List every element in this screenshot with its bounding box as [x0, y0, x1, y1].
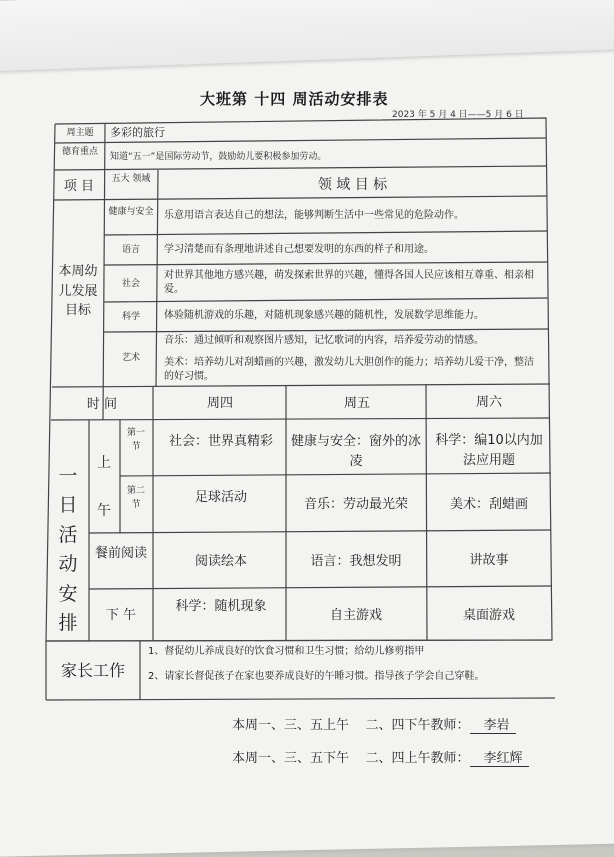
moral-label: 德育重点 [61, 147, 98, 157]
parents-work-label: 家长工作 [60, 661, 125, 680]
fri-second-period: 音乐：劳动最光荣 [303, 497, 408, 512]
thu-first-period: 社会：世界真精彩 [168, 434, 273, 449]
teacher-signature-2: 李红辉 [470, 747, 529, 767]
day-thursday: 周四 [206, 396, 233, 411]
page-title: 大班第 十四 周活动安排表 [200, 90, 389, 108]
morning-label: 上 午 [97, 455, 111, 519]
teacher-line-1-text: 本周一、三、五上午 二、四下午教师： [232, 718, 470, 733]
sat-reading: 讲故事 [469, 553, 509, 568]
parents-item-2: 2、请家长督促孩子在家也要养成良好的午睡习惯。指导孩子学会自己穿鞋。 [148, 671, 485, 682]
theme-value: 多彩的旅行 [110, 126, 165, 139]
goal-society: 对世界其他地方感兴趣，萌发探索世界的兴趣，懂得各国人民应该相互尊重、相亲相爱。 [164, 270, 534, 295]
goal-science: 体验随机游戏的乐趣，对随机现象感兴趣的随机性，发展数学思维能力。 [164, 310, 484, 321]
domain-health: 健康与安全 [108, 207, 154, 217]
sat-first-period: 科学：编10以内加法应用题 [435, 433, 543, 468]
pre-meal-reading-label: 餐前阅读 [94, 546, 147, 561]
theme-label: 周主题 [66, 128, 94, 138]
thu-afternoon: 科学：随机现象 [175, 599, 267, 614]
domain-language: 语言 [121, 245, 140, 255]
five-domains-header: 五大 领域 [111, 174, 151, 184]
day-saturday: 周六 [475, 395, 502, 410]
fri-first-period: 健康与安全：窗外的冰凌 [290, 434, 421, 469]
date-range: 2023 年 5 月 4 日——5 月 6 日 [392, 110, 524, 120]
domain-goal-header: 领 域 目 标 [317, 177, 388, 193]
thu-second-period: 足球活动 [194, 490, 247, 505]
daily-activity-label: 一日活动安排 [58, 465, 78, 635]
sat-second-period: 美术：刮蜡画 [449, 497, 528, 512]
moral-value: 知道“五一”是国际劳动节，鼓励幼儿要积极参加劳动。 [110, 152, 327, 162]
thu-reading: 阅读绘本 [194, 554, 247, 569]
fri-reading: 语言：我想发明 [310, 554, 402, 569]
domain-art: 艺术 [121, 353, 140, 363]
parents-item-1: 1、督促幼儿养成良好的饮食习惯和卫生习惯；给幼儿修剪指甲 [148, 646, 425, 657]
sat-afternoon: 桌面游戏 [462, 608, 515, 623]
first-period-label: 第一节 [126, 428, 145, 453]
teacher-signature-1: 李岩 [470, 714, 516, 734]
weekly-goals-label: 本周幼儿发展目标 [58, 264, 98, 318]
teacher-line-1 [232, 714, 516, 734]
domain-science: 科学 [121, 312, 140, 322]
fri-afternoon: 自主游戏 [329, 608, 382, 623]
time-header: 时 间 [86, 397, 118, 412]
goal-health: 乐意用语言表达自己的想法，能够判断生活中一些常见的危险动作。 [164, 210, 464, 221]
afternoon-label: 下 午 [105, 608, 137, 623]
teacher-line-2 [232, 747, 529, 767]
teacher-line-2-text: 本周一、三、五下午 二、四上午教师： [232, 751, 470, 766]
goal-art-music: 音乐：通过倾听和观察图片感知，记忆歌词的内容，培养爱劳动的情感。 [164, 335, 484, 346]
second-period-label: 第二节 [126, 486, 145, 511]
domain-society: 社会 [121, 279, 140, 289]
day-friday: 周五 [343, 396, 370, 411]
goal-art-fine: 美术：培养幼儿对刮蜡画的兴趣，激发幼儿大胆创作的能力；培养幼儿爱干净，整洁的好习惯。 [164, 357, 534, 382]
item-header: 项 目 [63, 179, 95, 194]
goal-language: 学习清楚而有条理地讲述自己想要发明的东西的样子和用途。 [164, 244, 434, 255]
